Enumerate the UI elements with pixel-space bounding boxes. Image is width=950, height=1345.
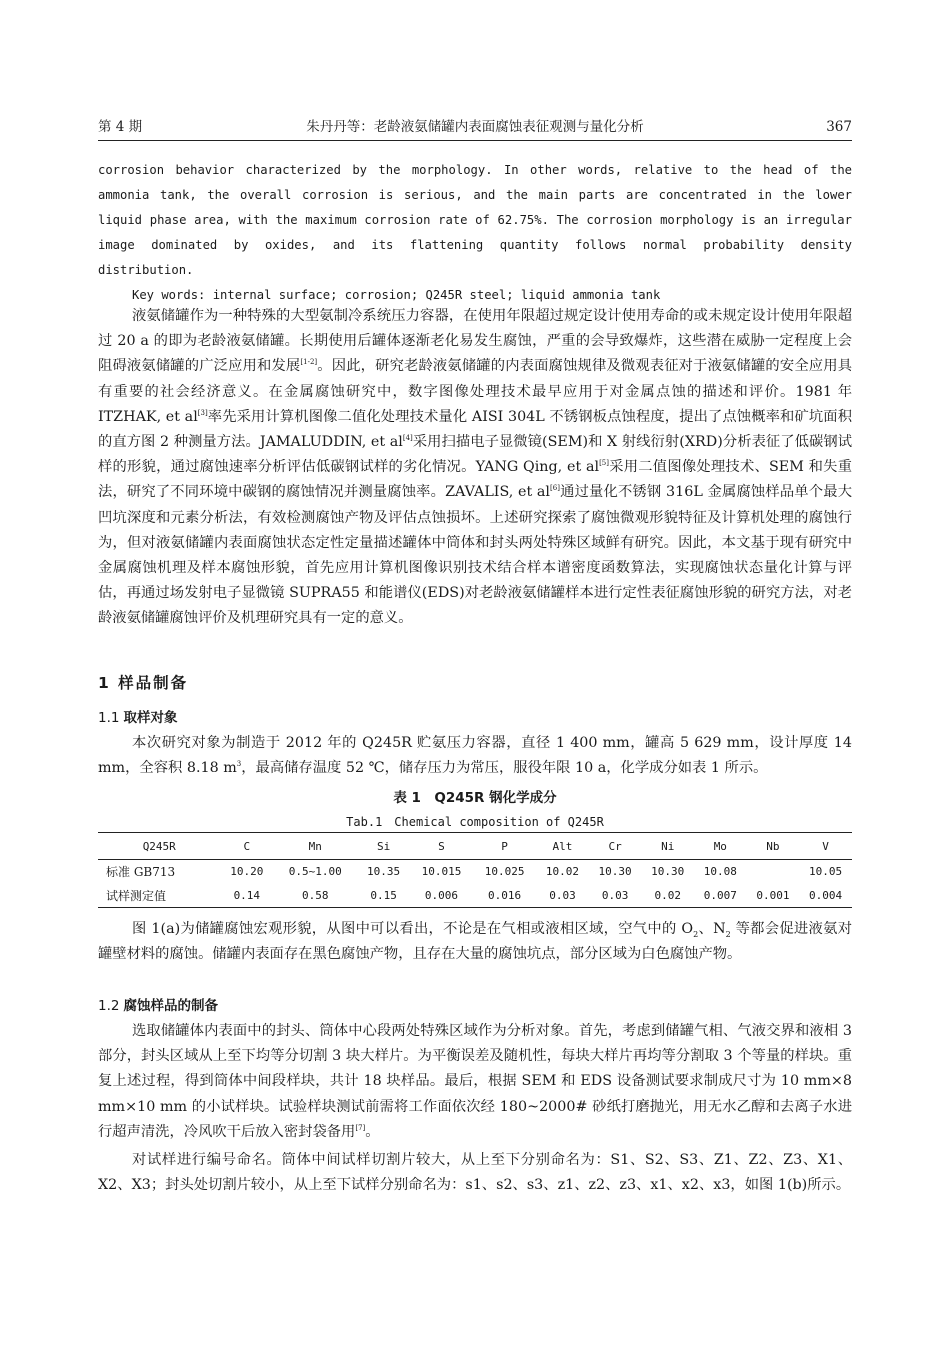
superscript: 3: [236, 760, 242, 769]
table-cell: 10.35: [367, 865, 401, 879]
abstract: [98, 158, 852, 308]
table-cell: 试样测定值: [106, 888, 167, 903]
table-caption-en: Tab.1 Chemical composition of Q245R: [346, 815, 604, 829]
table-cell: 10.02: [545, 865, 580, 879]
table-cell: 0.03: [601, 888, 629, 902]
body-text: 等都会促进液氨对罐壁材料的腐蚀。储罐内表面存在黑色腐蚀产物，且存在大量的腐蚀坑点，部分区域为白色腐蚀产物。: [98, 921, 853, 963]
table-cell: 10.30: [651, 865, 685, 879]
abstract-text: corrosion behavior characterized by the morphology. In other words, relative to the head of the ammonia tank, the overall corrosion is serious, and the main parts are concentrated in the lower liquid phase area, with the maximum corrosion rate of 62.75%. The corrosion morphology is an irregular image dominated by oxides, and its flattening quantity follows normal probability density distribution.: [98, 163, 852, 277]
intro-text: 率先采用计算机图像二值化处理技术量化 AISI 304L 不锈钢板点蚀程度，提出了点蚀概率和矿坑面积的直方图 2 种测量方法。JAMALUDDIN, et al: [98, 408, 852, 451]
subscript: 2: [693, 929, 699, 939]
table-header: Nb: [766, 839, 780, 853]
page-number: 367: [826, 119, 852, 135]
body-text: 图 1(a)为储罐腐蚀宏观形貌，从图中可以看出，不论是在气相或液相区域，空气中的 O: [132, 921, 694, 937]
subsection-number: 1.2: [98, 998, 120, 1014]
citation: [7]: [355, 1124, 366, 1133]
intro-paragraph: [98, 304, 852, 632]
subsection-number: 1.1: [98, 710, 120, 726]
table-header: Ni: [661, 839, 675, 853]
citation: [5]: [599, 459, 609, 468]
body-text: ，最高储存温度 52 ℃，储存压力为常压，服役年限 10 a，化学成分如表 1 所示。: [241, 760, 768, 777]
figure-description-paragraph: [98, 917, 852, 967]
table-cell: 0.001: [756, 888, 790, 902]
section-heading: 1 样品制备: [98, 674, 189, 692]
table-cell: 0.006: [424, 888, 459, 902]
table-cell: 0.02: [654, 888, 681, 902]
subsection-heading: [98, 708, 177, 728]
sampling-paragraph: [98, 731, 852, 781]
table-header: V: [822, 839, 829, 853]
table-cell: [747, 860, 800, 884]
subsection-title: 腐蚀样品的制备: [123, 998, 218, 1014]
subsection-heading: [98, 996, 218, 1016]
body-text: 、N: [698, 921, 726, 937]
intro-text: 采用扫描电子显微镜(SEM)和 X 射线衍射(XRD)分析表征了低碳钢试样的形貌，通过腐蚀速率分析评估低碳钢试样的劣化情况。YANG Qing, et al: [98, 434, 852, 476]
table-header: Alt: [552, 839, 573, 853]
preparation-paragraph: [98, 1019, 852, 1145]
table-cell: 10.20: [230, 865, 264, 879]
table-cell: 0.58: [301, 888, 329, 902]
table-header: Mo: [713, 839, 727, 853]
body-text: 。: [365, 1123, 380, 1140]
table-cell: 0.03: [549, 888, 576, 902]
intro-text: 。因此，研究老龄液氨储罐的内表面腐蚀规律及微观表征对于液氨储罐的安全应用具有重要的社会经济意义。在金属腐蚀研究中，数字图像处理技术最早应用于对金属点蚀的描述和评价。1981 年 ITZHAK, et al: [98, 358, 853, 425]
running-title: 朱丹丹等：老龄液氨储罐内表面腐蚀表征观测与量化分析: [306, 119, 644, 135]
citation: [1-2]: [300, 358, 318, 367]
table-header: Cr: [608, 839, 622, 853]
citation: [3]: [197, 409, 208, 418]
table-cell: 10.015: [421, 865, 462, 879]
table-cell: 10.025: [484, 865, 525, 879]
table-caption-cn: 表 1 Q245R 钢化学成分: [393, 790, 557, 806]
table-row: [98, 860, 852, 884]
citation: [4]: [402, 434, 413, 443]
keywords: Key words: internal surface; corrosion; Q245R steel; liquid ammonia tank: [132, 288, 661, 302]
table-header: Q245R: [142, 839, 176, 853]
table-header: Mn: [308, 839, 322, 853]
table-header: P: [501, 839, 508, 853]
table-row: [98, 884, 852, 908]
table-cell: 10.30: [598, 865, 632, 879]
intro-text: 液氨储罐作为一种特殊的大型氨制冷系统压力容器，在使用年限超过规定设计使用寿命的或未规定设计使用年限超过 20 a 的即为老龄液氨储罐。长期使用后罐体逐渐老化易发生腐蚀，严重的会导致爆炸，这些潜在威胁一定程度上会阻碍液氨储罐的广泛应用和发展: [98, 308, 852, 375]
header-rule: [98, 140, 852, 141]
table-header-row: [98, 833, 852, 860]
table-cell: 0.15: [370, 888, 397, 902]
chemical-composition-table: [98, 832, 852, 908]
citation: [6]: [550, 484, 560, 493]
journal-issue: 第 4 期: [98, 119, 143, 135]
naming-paragraph: 对试样进行编号命名。筒体中间试样切割片较大，从上至下分别命名为：S1、S2、S3、Z1、Z2、Z3、X1、X2、X3；封头处切割片较小，从上至下试样分别命名为：s1、s2、s3、z1、z2、z3、x1、x2、x3，如图 1(b)所示。: [98, 1152, 852, 1194]
table-cell: 0.14: [233, 888, 261, 902]
running-head: [98, 117, 852, 137]
table-cell: 10.08: [703, 865, 737, 879]
intro-text: 通过量化不锈钢 316L 金属腐蚀样品单个最大凹坑深度和元素分析法，有效检测腐蚀产物及评估点蚀损坏。上述研究探索了腐蚀微观形貌特征及计算机处理的腐蚀行为，但对液氨储罐内表面腐蚀状态定性定量描述罐体中筒体和封头两处特殊区域鲜有研究。因此，本文基于现有研究中金属腐蚀机理及样本腐蚀形貌，首先应用计算机图像识别技术结合样本谱密度函数算法，实现腐蚀状态量化计算与评估，再通过场发射电子显微镜 SUPRA55 和能谱仪(EDS)对老龄液氨储罐样本进行定性表征腐蚀形貌的研究方法，对老龄液氨储罐腐蚀评价及机理研究具有一定的意义。: [98, 484, 852, 627]
table-cell: 0.004: [809, 888, 843, 902]
body-text: 本次研究对象为制造于 2012 年的 Q245R 贮氨压力容器，直径 1 400 mm，罐高 5 629 mm，设计厚度 14 mm，全容积 8.18 m: [98, 735, 852, 777]
table-cell: 标准 GB713: [106, 865, 176, 880]
table-header: Si: [376, 839, 391, 853]
subsection-title: 取样对象: [123, 710, 178, 726]
body-text: 选取储罐体内表面中的封头、筒体中心段两处特殊区域作为分析对象。首先，考虑到储罐气相、气液交界和液相 3 部分，封头区域从上至下均等分切割 3 块大样片。为平衡误差及随机性，每块大样片再均等分割取 3 个等量的样块。重复上述过程，得到筒体中间段样块，共计 18 块样品。最后，根据 SEM 和 EDS 设备测试要求制成尺寸为 10 mm×8 mm×10 mm 的小试样块。试验样块测试前需将工作面依次经 180~2000# 砂纸打磨抛光，用无水乙醇和去离子水进行超声清洗，冷风吹干后放入密封袋备用: [98, 1023, 852, 1140]
table-cell: 0.5~1.00: [288, 865, 342, 879]
table-header: S: [438, 839, 445, 853]
subscript: 2: [725, 929, 731, 939]
table-cell: 10.05: [809, 865, 843, 879]
table-cell: 0.007: [703, 888, 737, 902]
intro-text: 采用二值图像处理技术、SEM 和失重法，研究了不同环境中碳钢的腐蚀情况并测量腐蚀率。ZAVALIS, et al: [98, 459, 852, 501]
table-cell: 0.016: [488, 888, 522, 902]
table-header: C: [243, 839, 251, 853]
